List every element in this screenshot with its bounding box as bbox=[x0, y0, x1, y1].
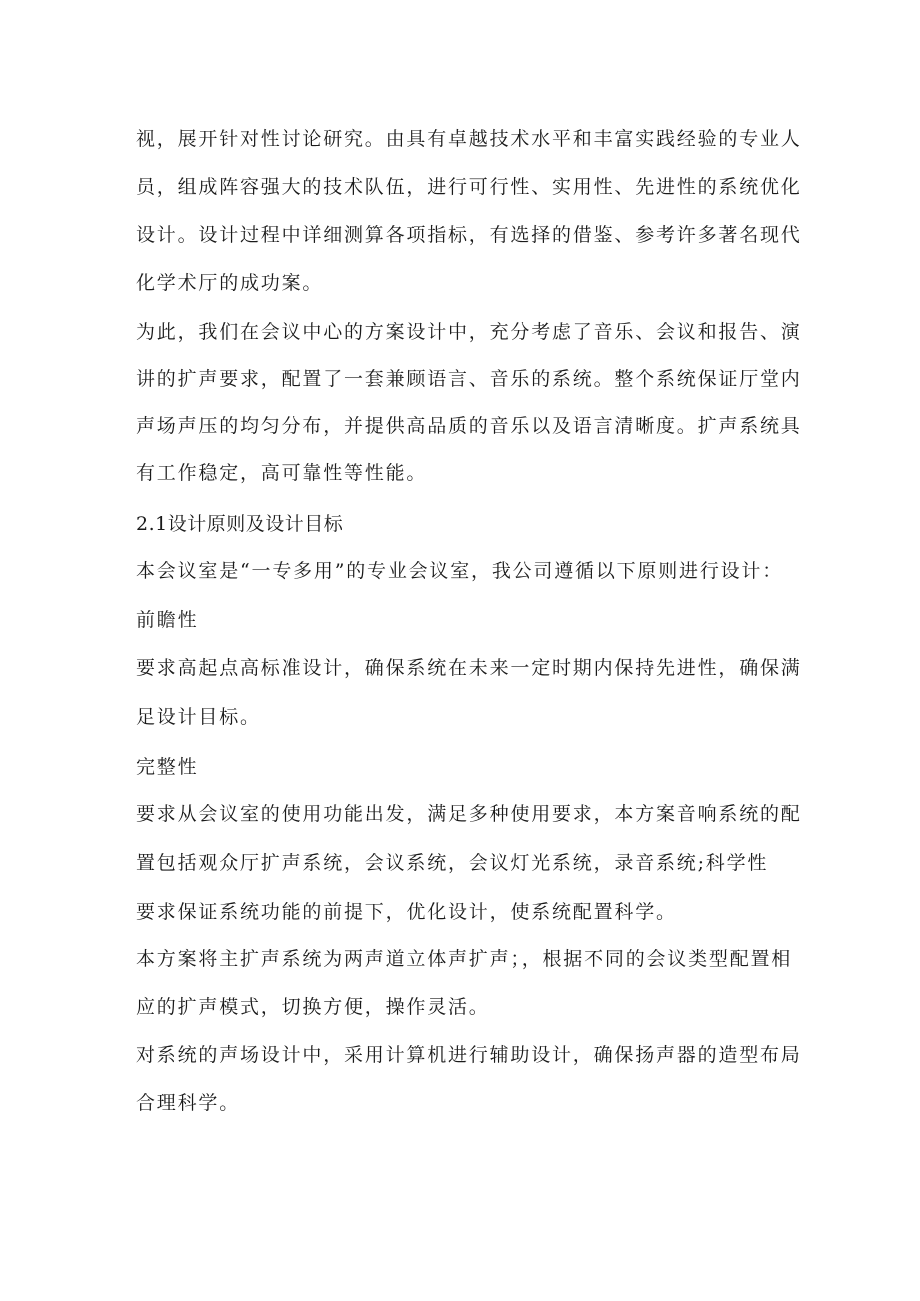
body-text-line: 要求从会议室的使用功能出发，满足多种使用要求，本方案音响系统的配 bbox=[136, 803, 802, 825]
subheading-line: 前瞻性 bbox=[136, 609, 199, 631]
body-text-line: 声场声压的均匀分布，并提供高品质的音乐以及语言清晰度。扩声系统具 bbox=[136, 415, 802, 437]
body-text-line: 为此，我们在会议中心的方案设计中，充分考虑了音乐、会议和报告、演 bbox=[136, 321, 802, 343]
body-text-line: 讲的扩声要求，配置了一套兼顾语言、音乐的系统。整个系统保证厅堂内 bbox=[136, 368, 802, 390]
body-text-line: 要求高起点高标准设计，确保系统在未来一定时期内保持先进性，确保满 bbox=[136, 657, 802, 679]
subheading-line: 完整性 bbox=[136, 756, 199, 778]
body-text-line: 置包括观众厅扩声系统，会议系统，会议灯光系统，录音系统;科学性 bbox=[136, 852, 769, 874]
body-text-line: 有工作稳定，高可靠性等性能。 bbox=[136, 462, 428, 484]
body-text-line: 要求保证系统功能的前提下，优化设计，使系统配置科学。 bbox=[136, 901, 677, 923]
body-text-line: 应的扩声模式，切换方便，操作灵活。 bbox=[136, 996, 490, 1018]
body-text-line: 化学术厅的成功案。 bbox=[136, 272, 324, 294]
body-text-line: 合理科学。 bbox=[136, 1092, 241, 1114]
section-heading: 2.1设计原则及设计目标 bbox=[136, 513, 344, 535]
body-text-line: 足设计目标。 bbox=[136, 706, 261, 728]
body-text-line: 本方案将主扩声系统为两声道立体声扩声；，根据不同的会议类型配置相 bbox=[136, 948, 793, 970]
body-text-line: 对系统的声场设计中，采用计算机进行辅助设计，确保扬声器的造型布局 bbox=[136, 1044, 802, 1066]
body-text-line: 视，展开针对性讨论研究。由具有卓越技术水平和丰富实践经验的专业人 bbox=[136, 128, 802, 150]
body-text-line: 设计。设计过程中详细测算各项指标，有选择的借鉴、参考许多著名现代 bbox=[136, 224, 802, 246]
body-text-line: 员，组成阵容强大的技术队伍，进行可行性、实用性、先进性的系统优化 bbox=[136, 176, 802, 198]
body-text-line: 本会议室是“一专多用”的专业会议室，我公司遵循以下原则进行设计： bbox=[136, 560, 784, 582]
